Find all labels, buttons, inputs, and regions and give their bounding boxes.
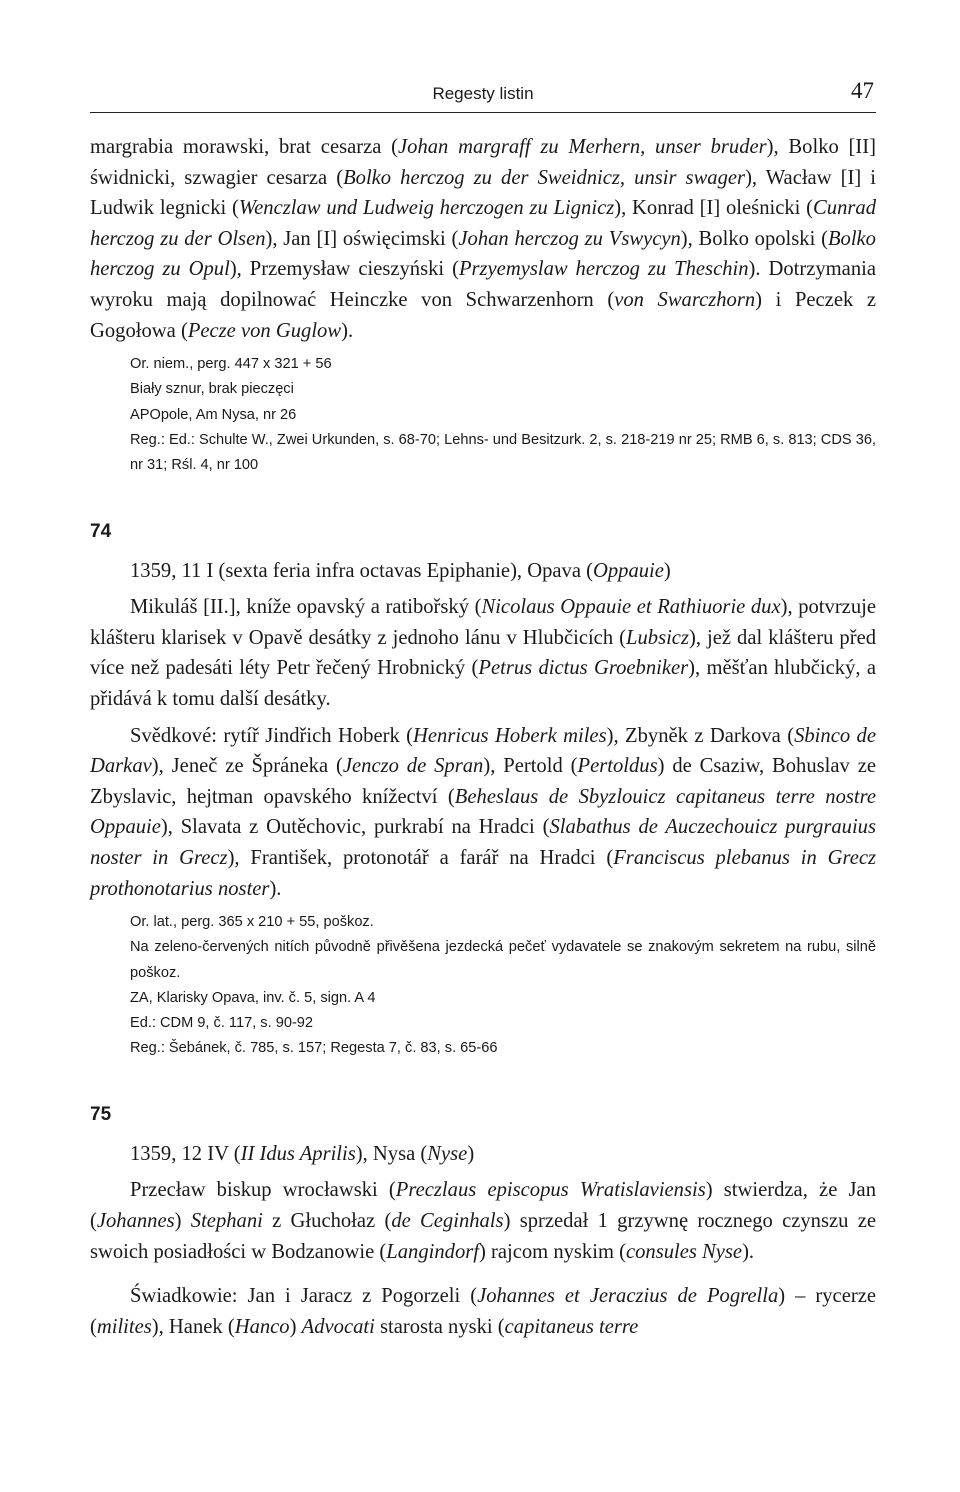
note-archive: APOpole, Am Nysa, nr 26 (130, 406, 297, 423)
text-run: ) (467, 1143, 475, 1166)
italic-citation: Advocati (301, 1315, 375, 1338)
text-run: ), měšťan hlubčický, a přidává k tomu další desátky. (90, 657, 876, 710)
note-seal: Biały sznur, brak pieczęci (130, 381, 294, 398)
italic-citation: Johannes et Jeraczius de Pogrella (477, 1285, 779, 1308)
text-run: ), Bolko [II] świdnicki, szwagier cesarza ( (90, 136, 876, 189)
italic-citation: Cunrad herczog zu der Olsen (90, 197, 876, 250)
text-run: z Głuchołaz ( (262, 1209, 392, 1232)
entry-number: 74 (90, 521, 112, 543)
text-run: ) stwierdza, że Jan ( (90, 1179, 876, 1232)
italic-citation: Nyse (427, 1143, 468, 1166)
italic-citation: Oppauie (592, 560, 664, 583)
italic-citation: Slabathus de Auczechouicz purgrauius noster in Grecz (90, 816, 876, 869)
note-original: Or. niem., perg. 447 x 321 + 56 (130, 356, 332, 373)
italic-citation: Petrus dictus Groebniker (478, 657, 689, 680)
italic-citation: consules Nyse (625, 1240, 743, 1263)
text-run: ). (269, 877, 282, 900)
italic-citation: capitaneus terre (504, 1315, 639, 1338)
page-content (90, 132, 876, 1342)
italic-citation: Stephani (190, 1209, 263, 1232)
entry-74 (90, 520, 876, 1061)
italic-citation: de Ceginhals (391, 1209, 504, 1232)
note-references: Reg.: Ed.: Schulte W., Zwei Urkunden, s. 68-70; Lehns- und Besitzurk. 2, s. 218-219 nr 25; RMB 6, s. 813; CDS 36, nr 31; Rśl. 4, nr 100 (130, 431, 876, 473)
entry-regest (90, 1175, 876, 1267)
note-edition: Ed.: CDM 9, č. 117, s. 90-92 (130, 1014, 314, 1031)
text-run: Svědkové: rytíř Jindřich Hoberk ( (130, 724, 414, 747)
italic-citation: Preczlaus episcopus Wratislaviensis (395, 1179, 706, 1202)
italic-citation: Jenczo de Spran (342, 755, 484, 778)
italic-citation: Nicolaus Oppauie et Rathiuorie dux (481, 596, 781, 619)
note-original: Or. lat., perg. 365 x 210 + 55, poškoz. (130, 914, 374, 931)
continuation-paragraph (90, 132, 876, 346)
italic-citation: Bolko herczog zu Opul (90, 227, 876, 281)
italic-citation: von Swarczhorn (614, 288, 756, 311)
text-run: ), Jeneč ze Špráneka ( (151, 755, 343, 778)
text-run: ), Konrad [I] oleśnicki ( (614, 197, 814, 220)
text-run: starosta nyski ( (374, 1315, 505, 1338)
text-run: ), Bolko opolski ( (680, 227, 828, 250)
text-run: ), Jan [I] oświęcimski ( (265, 227, 459, 250)
text-run: ) rajcom nyskim ( (478, 1240, 626, 1263)
text-run: ). Dotrzymania wyroku mają dopilnować Heinczke von Schwarzenhorn ( (90, 258, 876, 311)
italic-citation: Pertoldus (577, 755, 658, 778)
text-run: Przecław biskup wrocławski ( (130, 1179, 396, 1202)
italic-citation: Pecze von Guglow (187, 319, 342, 342)
text-run: ), Pertold ( (483, 755, 578, 778)
text-run: 1359, 12 IV ( (130, 1143, 241, 1166)
italic-citation: Beheslaus de Sbyzlouicz capitaneus terre nostre Oppauie (90, 785, 876, 839)
entry-witnesses (90, 1281, 876, 1342)
italic-citation: Sbinco de Darkav (90, 724, 876, 778)
text-run: ), Przemysław cieszyński ( (229, 258, 459, 281)
note-seal: Na zeleno-červených nitích původně přivěšena jezdecká pečeť vydavatele se znakovým sekretem na rubu, silně poškoz. (130, 939, 876, 981)
italic-citation: Wenczlaw und Ludweig herczogen zu Lignicz (238, 197, 615, 220)
continuation-notes (90, 352, 876, 478)
italic-citation: Bolko herczog zu der Sweidnicz, unsir swager (343, 166, 746, 189)
text-run: ), Hanek ( (151, 1315, 235, 1338)
italic-citation: Lubsicz (626, 626, 689, 649)
entry-notes (90, 910, 876, 1061)
text-run: Mikuláš [II.], kníže opavský a ratibořský ( (130, 596, 482, 619)
italic-citation: II Idus Aprilis (240, 1143, 356, 1166)
text-run: ), Wacław [I] i Ludwik legnicki ( (90, 166, 876, 220)
note-references: Reg.: Šebánek, č. 785, s. 157; Regesta 7, č. 83, s. 65-66 (130, 1040, 498, 1057)
text-run: ), Nysa ( (355, 1143, 428, 1166)
text-run: ) i Peczek z Gogołowa ( (90, 288, 876, 342)
text-run: Świadkowie: Jan i Jaracz z Pogorzeli ( (130, 1285, 478, 1308)
text-run: ) (663, 560, 671, 583)
text-run: margrabia morawski, brat cesarza ( (90, 136, 399, 158)
running-title: Regesty listin (432, 84, 534, 103)
italic-citation: Franciscus plebanus in Grecz prothonotarius noster (90, 846, 876, 900)
text-run: ), Slavata z Outěchovic, purkrabí na Hradci ( (160, 816, 550, 839)
italic-citation: Langindorf (386, 1240, 479, 1263)
page-number: 47 (851, 78, 874, 103)
italic-citation: Johan herczog zu Vswycyn (458, 227, 681, 250)
entry-witnesses (90, 721, 876, 905)
italic-citation: Johan margraff zu Merhern, unser bruder (398, 136, 767, 158)
italic-citation: milites (96, 1315, 152, 1338)
entry-dateline (130, 1139, 876, 1169)
text-run: ) (174, 1209, 191, 1232)
italic-citation: Johannes (96, 1209, 175, 1232)
italic-citation: Przyemyslaw herczog zu Theschin (458, 258, 749, 281)
text-run: ) de Csaziw, Bohuslav ze Zbyslavic, hejtman opavského knížectví ( (90, 755, 876, 808)
italic-citation: Henricus Hoberk miles (413, 724, 607, 747)
entry-number: 75 (90, 1104, 112, 1126)
page-header (90, 78, 876, 113)
text-run: ), František, protonotář a farář na Hradci ( (227, 846, 614, 869)
text-run: ). (742, 1240, 755, 1263)
italic-citation: Hanco (234, 1315, 290, 1338)
text-run: ), potvrzuje klášteru klarisek v Opavě desátky z jednoho lánu v Hlubčicích ( (90, 596, 876, 649)
note-archive: ZA, Klarisky Opava, inv. č. 5, sign. A 4 (130, 989, 376, 1006)
text-run: ) sprzedał 1 grzywnę rocznego czynszu ze swoich posiadłości w Bodzanowie ( (90, 1209, 876, 1263)
text-run: ) (289, 1315, 302, 1338)
text-run: ). (341, 319, 354, 342)
text-run: ), jež dal klášteru před více než padesáti léty Petr řečený Hrobnický ( (90, 626, 877, 680)
text-run: ) – rycerze ( (90, 1285, 876, 1338)
entry-regest (90, 592, 876, 714)
text-run: ), Zbyněk z Darkova ( (606, 724, 795, 747)
text-run: 1359, 11 I (sexta feria infra octavas Epiphanie), Opava ( (130, 560, 593, 583)
entry-75 (90, 1103, 876, 1342)
entry-dateline (130, 556, 876, 586)
